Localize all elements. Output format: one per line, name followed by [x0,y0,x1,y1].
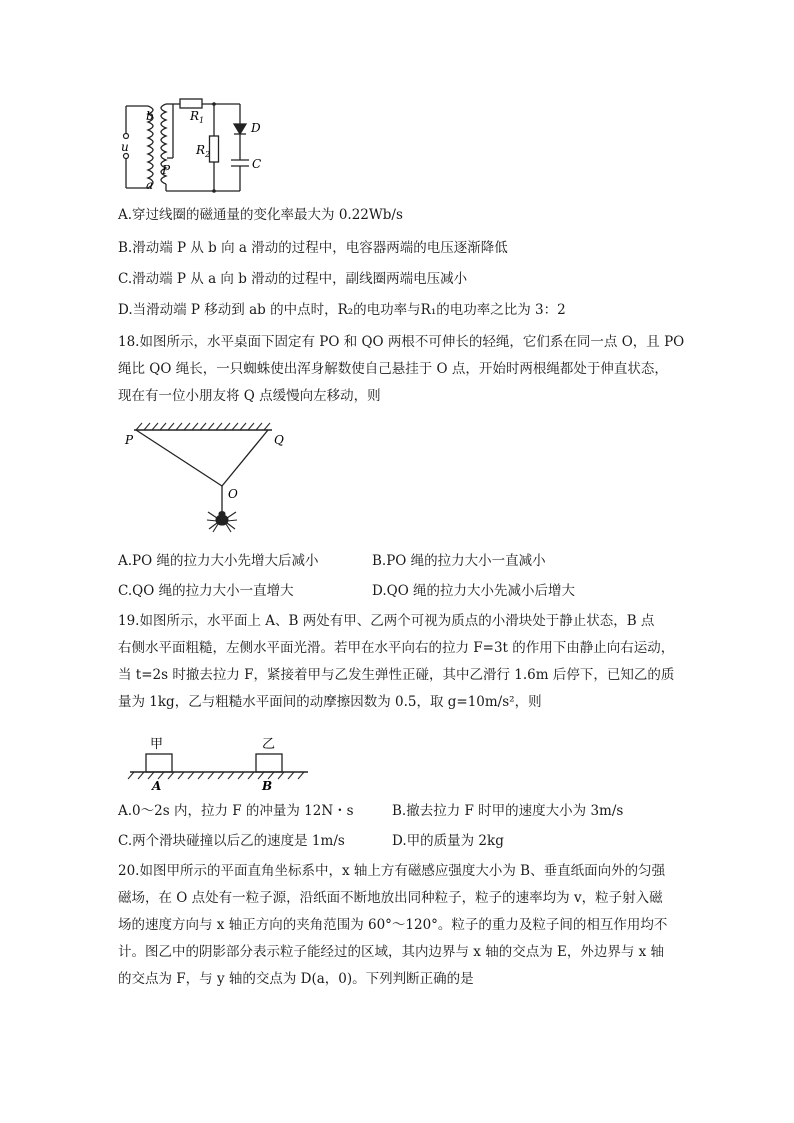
q20-line: 的交点为 F，与 y 轴的交点为 D(a，0)。下列判断正确的是 [118,971,474,987]
q19-stem [118,608,678,716]
q19-option-c: C.两个滑块碰撞以后乙的速度是 1m/s [118,833,345,849]
label-r2: $R_2$ [196,143,211,159]
q19-line: 19.如图所示，水平面上 A、B 两处有甲、乙两个可视为质点的小滑块处于静止状态，B 点 [118,613,655,629]
label-c: C [252,157,262,171]
sliders-figure [124,730,324,794]
q18-line: 现在有一位小朋友将 Q 点缓慢向左移动，则 [118,388,381,404]
q20-line: 场的速度方向与 x 轴正方向的夹角范围为 60°～120°。粒子的重力及粒子间的相互作用均不 [118,917,668,933]
transformer-circuit-figure [118,96,278,196]
q19-line: 量为 1kg，乙与粗糙水平面间的动摩擦因数为 0.5，取 g=10m/s²，则 [118,694,542,710]
q20-line: 20.如图甲所示的平面直角坐标系中，x 轴上方有磁感应强度大小为 B、垂直纸面向外的匀强 [118,863,666,879]
q17-option-d: D.当滑动端 P 移动到 ab 的中点时，R₂的电功率与R₁的电功率之比为 3：2 [118,302,566,318]
q17-option-c: C.滑动端 P 从 a 向 b 滑动的过程中，副线圈两端电压减小 [118,271,468,287]
q19-line: 右侧水平面粗糙，左侧水平面光滑。若甲在水平向右的拉力 F=3t 的作用下由静止向右运动， [118,640,675,656]
q18-option-d: D.QO 绳的拉力大小先减小后增大 [372,583,576,599]
label-p: P [125,433,134,447]
q18-option-b: B.PO 绳的拉力大小一直减小 [372,553,546,569]
spider-rope-figure [122,420,302,540]
q18-stem [118,329,685,410]
label-b: B [262,779,273,793]
q18-line: 18.如图所示，水平桌面下固定有 PO 和 QO 两根不可伸长的轻绳，它们系在同一点 O，且 PO [118,334,685,350]
q19-option-b: B.撤去拉力 F 时甲的速度大小为 3m/s [392,803,624,819]
label-a: A [152,779,162,793]
q17-option-a: A.穿过线圈的磁通量的变化率最大为 0.22Wb/s [118,207,403,223]
q20-line: 磁场，在 O 点处有一粒子源，沿纸面不断地放出同种粒子，粒子的速率均为 v，粒子射入磁 [118,890,663,906]
q18-option-a: A.PO 绳的拉力大小先增大后减小 [118,553,319,569]
q18-option-c: C.QO 绳的拉力大小一直增大 [118,583,294,599]
label-b: b [146,109,154,123]
label-o: O [228,487,238,501]
label-d: D [251,121,261,135]
label-p: P [162,163,171,177]
label-u: u [121,140,129,154]
q20-line: 计。图乙中的阴影部分表示粒子能经过的区域，其内边界与 x 轴的交点为 E，外边界与 x 轴 [118,944,665,960]
q17-option-b: B.滑动端 P 从 b 向 a 滑动的过程中，电容器两端的电压逐渐降低 [118,240,508,256]
q18-line: 绳比 QO 绳长，一只蜘蛛使出浑身解数使自己悬挂于 O 点，开始时两根绳都处于伸直状态， [118,361,668,377]
spider-icon [207,512,237,533]
label-r1: $R_1$ [190,109,205,125]
q20-stem [118,858,678,993]
label-a: a [146,178,154,192]
label-jia: 甲 [150,737,164,752]
label-yi: 乙 [262,737,276,752]
q19-option-d: D.甲的质量为 2kg [392,833,504,849]
label-q: Q [274,433,284,447]
q19-line: 当 t=2s 时撤去拉力 F，紧接着甲与乙发生弹性正碰，其中乙滑行 1.6m 后停下，已知乙的质 [118,667,675,683]
q19-option-a: A.0～2s 内，拉力 F 的冲量为 12N・s [118,803,354,819]
